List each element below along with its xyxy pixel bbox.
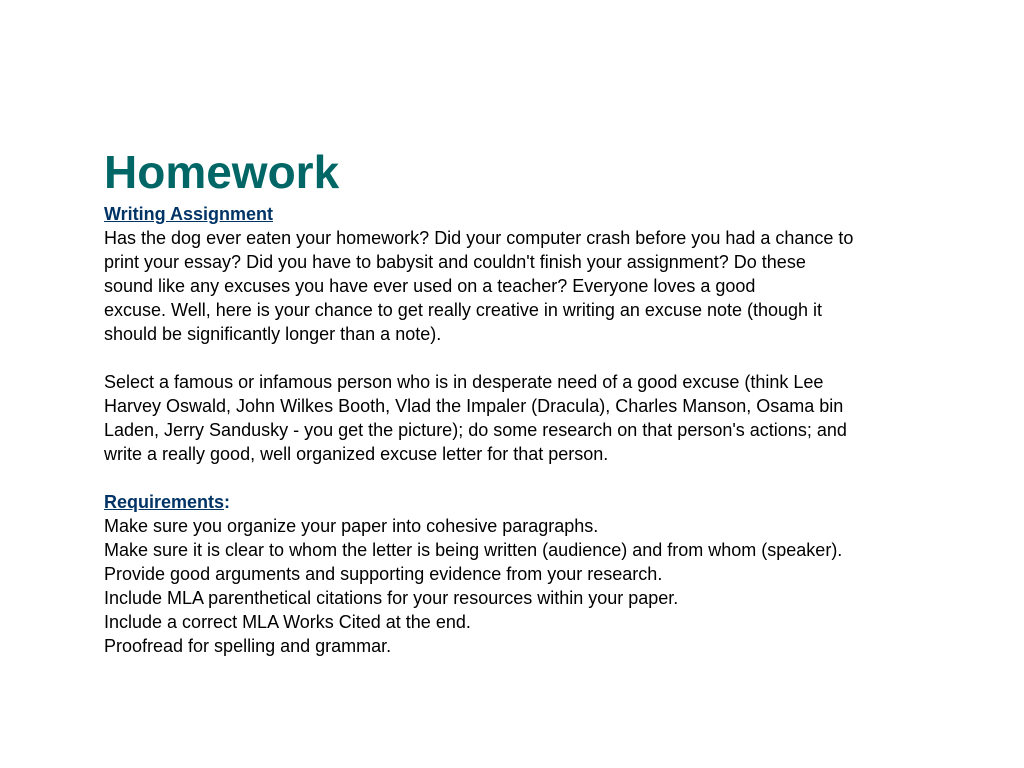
paragraph-instructions bbox=[104, 370, 964, 466]
paragraph-line: Select a famous or infamous person who is in desperate need of a good excuse (think Lee bbox=[104, 372, 824, 392]
paragraph-line: Laden, Jerry Sandusky - you get the picture); do some research on that person's actions; and bbox=[104, 420, 847, 440]
paragraph-line: Harvey Oswald, John Wilkes Booth, Vlad the Impaler (Dracula), Charles Manson, Osama bin bbox=[104, 396, 844, 416]
paragraph-line: write a really good, well organized excuse letter for that person. bbox=[104, 444, 609, 464]
slide-body bbox=[104, 202, 964, 658]
requirement-item: Include a correct MLA Works Cited at the end. bbox=[104, 612, 471, 632]
page-title: Homework bbox=[104, 146, 340, 198]
requirement-item: Include MLA parenthetical citations for your resources within your paper. bbox=[104, 588, 679, 608]
requirement-item: Make sure it is clear to whom the letter is being written (audience) and from whom (speaker). bbox=[104, 540, 843, 560]
requirement-item: Make sure you organize your paper into cohesive paragraphs. bbox=[104, 516, 599, 536]
requirements-heading bbox=[104, 490, 964, 514]
spacer bbox=[104, 466, 964, 490]
requirements-heading-label: Requirements bbox=[104, 492, 225, 512]
requirement-item: Proofread for spelling and grammar. bbox=[104, 636, 392, 656]
requirements-list bbox=[104, 514, 964, 658]
paragraph-line: Has the dog ever eaten your homework? Did your computer crash before you had a chance to bbox=[104, 228, 854, 248]
section-heading-writing-assignment: Writing Assignment bbox=[104, 204, 274, 224]
requirements-heading-colon: : bbox=[224, 492, 231, 512]
spacer bbox=[104, 346, 964, 370]
paragraph-line: print your essay? Did you have to babysit and couldn't finish your assignment? Do these bbox=[104, 252, 806, 272]
paragraph-line: sound like any excuses you have ever used on a teacher? Everyone loves a good bbox=[104, 276, 756, 296]
paragraph-intro bbox=[104, 226, 964, 346]
paragraph-line: excuse. Well, here is your chance to get really creative in writing an excuse note (though it bbox=[104, 300, 823, 320]
paragraph-line: should be significantly longer than a note). bbox=[104, 324, 442, 344]
requirement-item: Provide good arguments and supporting evidence from your research. bbox=[104, 564, 663, 584]
